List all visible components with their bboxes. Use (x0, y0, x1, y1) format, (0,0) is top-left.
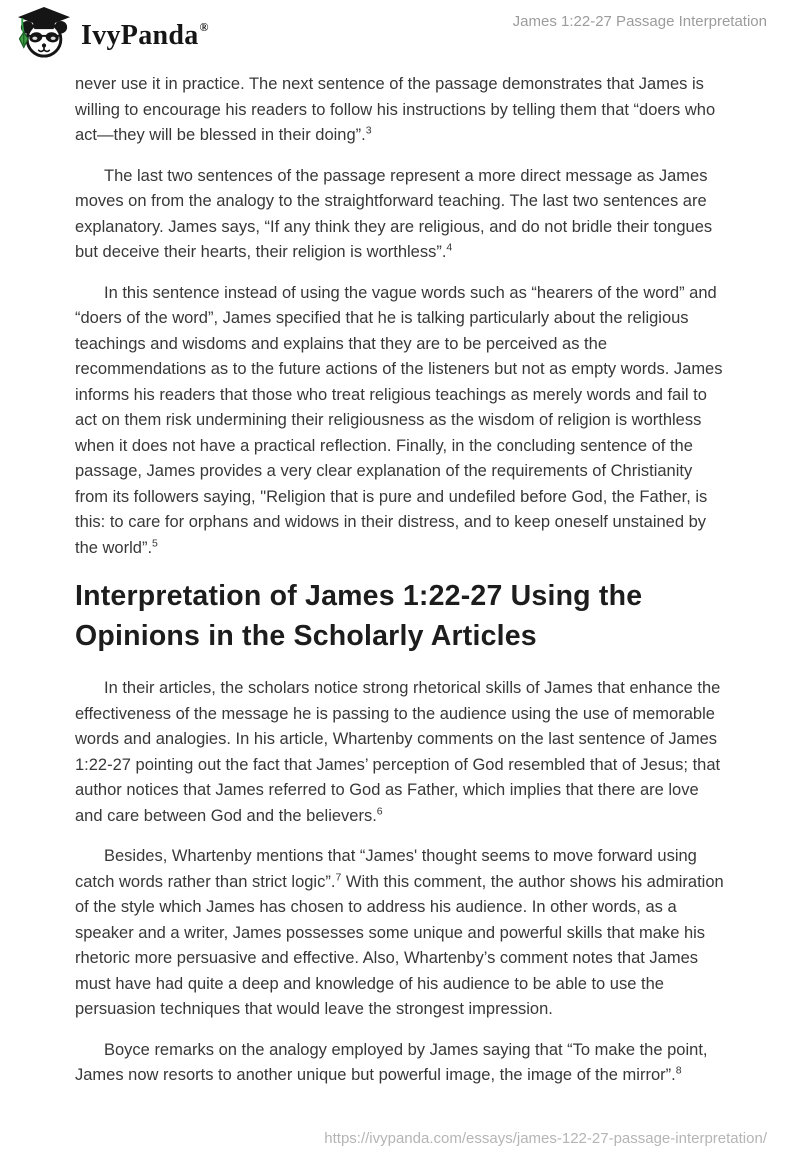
brand-name: IvyPanda® (81, 19, 209, 51)
source-url[interactable]: https://ivypanda.com/essays/james-122-27-passage-interpretation/ (324, 1130, 767, 1147)
paragraph: The last two sentences of the passage represent a more direct message as James moves on from the analogy to the straightforward teaching. The last two sentences are explanatory. James says, “If any think they are religious, and do not bridle their tongues but deceive their hearts, their religion is worthless”.$^4$ (75, 166, 713, 261)
registered-mark: ® (199, 19, 209, 34)
footnote-ref: 3 (365, 124, 372, 137)
footnote-ref: 7 (335, 871, 342, 883)
footnote-ref: 4 (446, 241, 453, 254)
paragraph: Boyce remarks on the analogy employed by James saying that “To make the point, James now resorts to another unique but powerful image, the image of the mirror”.$^8$ (75, 1040, 708, 1084)
section-heading: Interpretation of James 1:22-27 Using the Opinions in the Scholarly Articles (75, 580, 643, 652)
footnote-ref: 6 (376, 805, 383, 817)
essay-body (75, 72, 725, 1104)
brand-logo (15, 7, 209, 59)
panda-graduation-cap-icon (15, 7, 73, 59)
footnote-ref: 8 (675, 1064, 682, 1077)
footnote-ref: 5 (152, 537, 158, 549)
paragraph: never use it in practice. The next sentence of the passage demonstrates that James is willing to encourage his readers to follow his instructions by telling them that “doers who act—they will be blessed in their doing”.$^3$ (75, 75, 716, 144)
page-title: James 1:22-27 Passage Interpretation (512, 13, 767, 30)
paragraph: In this sentence instead of using the vague words such as “hearers of the word” and “doers of the word”, James specified that he is talking particularly about the religious teachings and wisdoms and explains that they are to be perceived as the recommendations as to the future actions of the listeners but not as empty words. James informs his readers that those who treat religious teachings as merely words and fail to act on them risk undermining their religiousness as the wisdom of religion is worthless when it does not have a practical reflection. Finally, in the concluding sentence of the passage, James provides a very clear explanation of the requirements of Christianity from its followers saying, "Religion that is pure and undefiled before God, the Father, is this: to care for orphans and widows in their distress, and to keep oneself unstained by the world”.$^5$ (75, 283, 723, 557)
paragraph: Besides, Whartenby mentions that “James' thought seems to move forward using catch words rather than strict logic”.$^7$ With this comment, the author shows his admiration of the style which James has chosen to address his audience. In other words, as a speaker and a writer, James possesses some unique and powerful skills that make his rhetoric more persuasive and effective. Also, Whartenby’s comment notes that James must have had quite a deep and knowledge of his audience to be able to use the persuasion techniques that would leave the strongest impression. (75, 847, 724, 1018)
paragraph: In their articles, the scholars notice strong rhetorical skills of James that enhance the effectiveness of the message he is passing to the audience using the use of memorable words and analogies. In his article, Whartenby comments on the last sentence of James 1:22-27 pointing out the fact that James’ perception of God resembled that of Jesus; that author notices that James referred to God as Father, which implies that there are love and care between God and the believers.$^6$ (75, 679, 721, 825)
